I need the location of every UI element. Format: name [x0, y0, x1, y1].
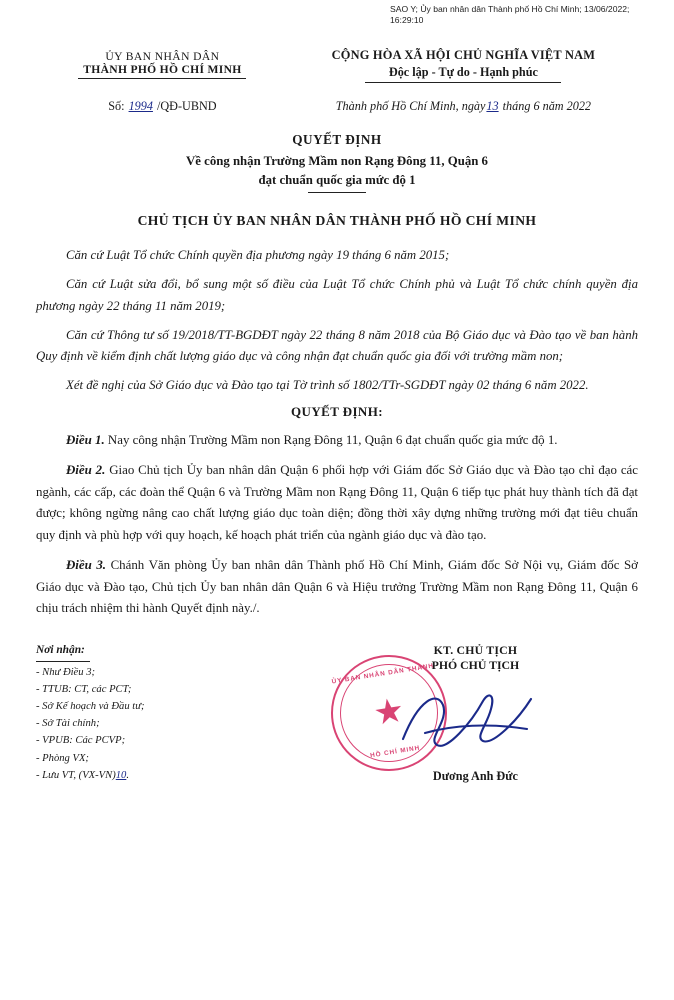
country-motto: Độc lập - Tự do - Hạnh phúc	[388, 65, 538, 79]
recipient-item: - Sở Tài chính;	[36, 718, 100, 730]
signer-role-line-1: KT. CHỦ TỊCH	[433, 643, 518, 658]
article-2-text: Giao Chủ tịch Ủy ban nhân dân Quận 6 phối hợp với Giám đốc Sở Giáo dục và Đào tạo chỉ đạo các ngành, các cấp, các đoàn thể Quận 6 và Trường Mầm non Rạng Đông 11, Quận 6 tiếp tục phát huy thành tích đã đạt được; không ngừng nâng cao chất lượng giáo dục toàn diện; đồng thời xây dựng những trường mới đạt tiêu chuẩn quy định và phù hợp với quy hoạch, kế hoạch phát triển của ngành giáo dục và đào tạo.	[36, 463, 638, 542]
articles	[36, 430, 638, 619]
national-heading	[289, 48, 638, 83]
place-prefix: Thành phố Hồ Chí Minh, ngày	[335, 99, 486, 113]
motto-underline	[365, 82, 561, 83]
signer-name: Dương Anh Đức	[432, 769, 518, 784]
number-prefix: Số:	[108, 99, 125, 113]
org-line-2: THÀNH PHỐ HỒ CHÍ MINH	[83, 63, 242, 76]
seal-top-text: ỦY BAN NHÂN DÂN THÀNH	[331, 662, 435, 686]
recipient-item: - Phòng VX;	[36, 752, 89, 764]
title-block	[36, 132, 638, 193]
article-1	[36, 430, 638, 451]
article-1-text: Nay công nhận Trường Mầm non Rạng Đông 11, Quận 6 đạt chuẩn quốc gia mức độ 1.	[104, 432, 558, 447]
document-number	[36, 99, 289, 114]
document-meta	[36, 99, 638, 114]
article-3-text: Chánh Văn phòng Ủy ban nhân dân Thành phố Hồ Chí Minh, Giám đốc Sở Nội vụ, Giám đốc Sở Giáo dục và Đào tạo, Chủ tịch Ủy ban nhân dân Quận 6 và Hiệu trưởng Trường Mầm non Rạng Đông 11, Quận 6 chịu trách nhiệm thi hành Quyết định này./.	[36, 558, 638, 615]
place-and-date	[289, 99, 638, 114]
preamble	[36, 245, 638, 396]
recipients-title: Nơi nhận:	[36, 641, 313, 661]
article-2-label: Điều 2.	[66, 463, 106, 478]
preamble-paragraph: Căn cứ Luật Tổ chức Chính quyền địa phương ngày 19 tháng 6 năm 2015;	[66, 248, 450, 263]
recipient-last-text: - Lưu VT, (VX-VN)	[36, 769, 116, 781]
preamble-paragraph: Xét đề nghị của Sở Giáo dục và Đào tạo tại Tờ trình số 1802/TTr-SGDĐT ngày 02 tháng 6 năm 2022.	[66, 377, 589, 392]
issuing-authority: CHỦ TỊCH ỦY BAN NHÂN DÂN THÀNH PHỐ HỒ CHÍ MINH	[137, 213, 537, 229]
title-underline	[308, 192, 366, 193]
number-suffix: /QĐ-UBND	[156, 99, 217, 113]
signer-role-line-2: PHÓ CHỦ TỊCH	[431, 658, 520, 673]
recipient-copies-handwritten: 10	[115, 769, 127, 781]
recipients-list	[36, 664, 313, 784]
title-subtitle-line-2: đạt chuẩn quốc gia mức độ 1	[258, 173, 416, 188]
page-title: QUYẾT ĐỊNH	[292, 132, 382, 147]
recipient-last-suffix: .	[126, 769, 129, 781]
article-1-label: Điều 1.	[66, 432, 105, 447]
recipients-block	[36, 641, 313, 784]
document-footer	[36, 641, 638, 784]
recipient-item: - Sở Kế hoạch và Đầu tư;	[36, 701, 145, 713]
title-subtitle-line-1: Về công nhận Trường Mầm non Rạng Đông 11, Quận 6	[186, 154, 488, 168]
issuing-organization	[36, 48, 289, 79]
article-3-label: Điều 3.	[66, 558, 107, 573]
country-name: CỘNG HÒA XÃ HỘI CHỦ NGHĨA VIỆT NAM	[331, 48, 596, 62]
signature-block	[313, 641, 638, 784]
article-3	[36, 555, 638, 619]
org-line-1: ỦY BAN NHÂN DÂN	[105, 50, 220, 63]
day-value-handwritten: 13	[486, 99, 499, 113]
recipient-item: - TTUB: CT, các PCT;	[36, 683, 132, 695]
preamble-paragraph: Căn cứ Thông tư số 19/2018/TT-BGDĐT ngày 22 tháng 8 năm 2018 của Bộ Giáo dục và Đào tạo về ban hành Quy định về kiểm định chất lượng giáo dục và công nhận đạt chuẩn quốc gia đối với trường mầm non;	[36, 327, 638, 363]
digital-signature-stamp: SAO Y; Ủy ban nhân dân Thành phố Hồ Chí Minh; 13/06/2022; 16:29:10	[390, 4, 630, 26]
decision-keyword: QUYẾT ĐỊNH:	[291, 403, 383, 419]
article-2	[36, 460, 638, 546]
date-suffix: tháng 6 năm 2022	[502, 99, 592, 113]
seal-bottom-text: HỒ CHÍ MINH	[369, 744, 421, 760]
document-header	[36, 48, 638, 83]
recipient-item: - VPUB: Các PCVP;	[36, 735, 126, 747]
seal-star-icon: ★	[370, 692, 407, 734]
recipient-item: - Như Điều 3;	[36, 666, 96, 678]
org-underline	[78, 78, 246, 79]
recipient-item-last	[36, 767, 313, 784]
preamble-paragraph: Căn cứ Luật sửa đổi, bổ sung một số điều của Luật Tổ chức Chính phủ và Luật Tổ chức chính quyền địa phương ngày 22 tháng 11 năm 2019;	[36, 277, 638, 313]
number-value-handwritten: 1994	[128, 99, 153, 113]
